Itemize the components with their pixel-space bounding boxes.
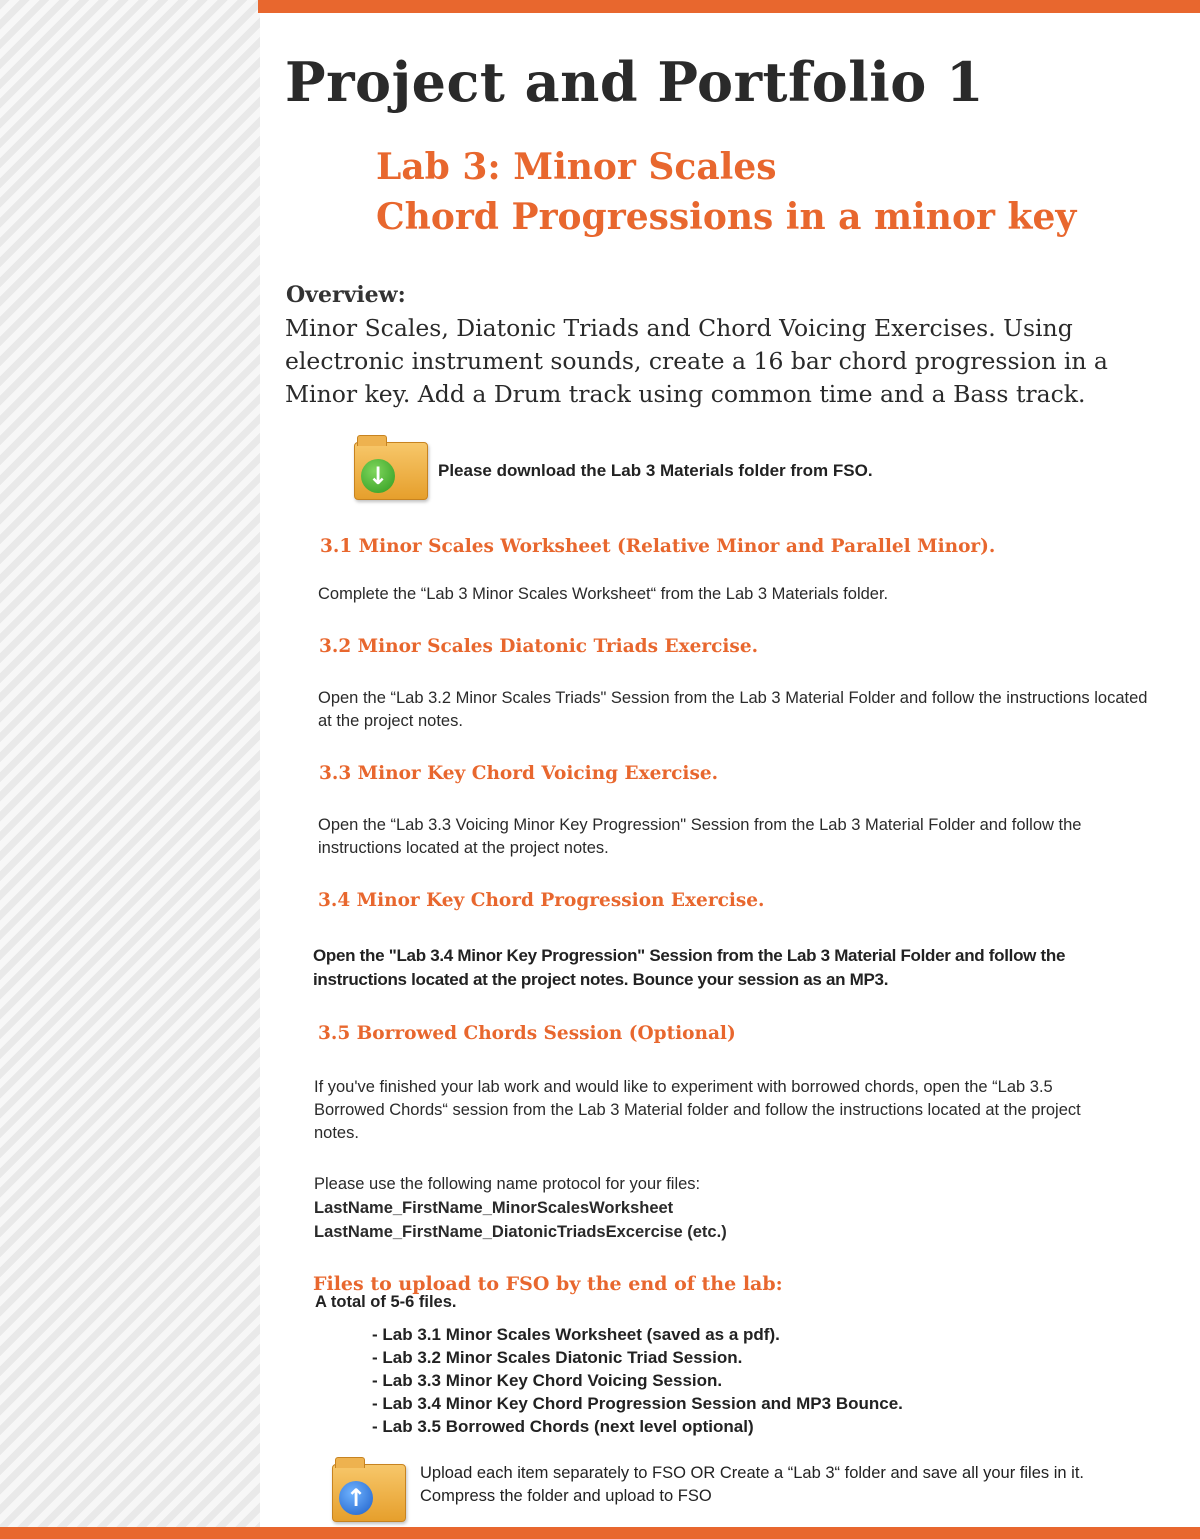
lab-title-line-1: Lab 3: Minor Scales [376,146,777,188]
folder-upload-icon: ↑ [332,1464,406,1522]
list-item: - Lab 3.1 Minor Scales Worksheet (saved as a pdf). [372,1323,903,1346]
lab-title [376,142,1076,242]
section-heading-3-1: 3.1 Minor Scales Worksheet (Relative Minor and Parallel Minor). [320,536,996,557]
section-heading-3-3: 3.3 Minor Key Chord Voicing Exercise. [319,763,719,784]
upload-instruction: Upload each item separately to FSO OR Create a “Lab 3“ folder and save all your files in it. Compress the folder and upload to FSO [420,1464,1084,1505]
overview-heading: Overview: [286,282,406,308]
section-text-3-4: Open the "Lab 3.4 Minor Key Progression" Session from the Lab 3 Material Folder and follow the instructions located at the project notes. Bounce your session as an MP3. [313,946,1066,989]
overview-text: Minor Scales, Diatonic Triads and Chord Voicing Exercises. Using electronic instrument sounds, create a 16 bar chord progression in a Minor key. Add a Drum track using common time and a Bass track. [285,314,1108,408]
section-text-3-3: Open the “Lab 3.3 Voicing Minor Key Progression" Session from the Lab 3 Material Folder and follow the instructions located at the project notes. [318,816,1082,857]
top-accent-bar [258,0,1200,13]
section-heading-3-4: 3.4 Minor Key Chord Progression Exercise. [318,890,765,911]
files-list [372,1323,903,1438]
folder-download-icon: ↓ [354,442,428,500]
section-text-3-5: If you've finished your lab work and would like to experiment with borrowed chords, open the “Lab 3.5 Borrowed Chords“ session from the Lab 3 Material folder and follow the instructions located at the project notes. [314,1078,1081,1142]
decorative-stripe-panel [0,0,260,1539]
naming-intro: Please use the following name protocol for your files: [314,1175,701,1193]
list-item: - Lab 3.3 Minor Key Chord Voicing Session. [372,1369,903,1392]
files-heading: Files to upload to FSO by the end of the lab: [313,1273,783,1295]
files-total: A total of 5-6 files. [315,1293,457,1311]
list-item: - Lab 3.4 Minor Key Chord Progression Session and MP3 Bounce. [372,1392,903,1415]
section-heading-3-5: 3.5 Borrowed Chords Session (Optional) [318,1023,736,1044]
naming-example-2: LastName_FirstName_DiatonicTriadsExcercise (etc.) [314,1223,727,1241]
list-item: - Lab 3.5 Borrowed Chords (next level optional) [372,1415,903,1438]
section-heading-3-2: 3.2 Minor Scales Diatonic Triads Exercise. [319,636,759,657]
lab-title-line-2: Chord Progressions in a minor key [376,196,1077,238]
page-title: Project and Portfolio 1 [285,50,985,114]
download-instruction: Please download the Lab 3 Materials folder from FSO. [438,461,873,480]
list-item: - Lab 3.2 Minor Scales Diatonic Triad Session. [372,1346,903,1369]
bottom-accent-bar [0,1527,1200,1539]
naming-example-1: LastName_FirstName_MinorScalesWorksheet [314,1199,674,1217]
section-text-3-2: Open the “Lab 3.2 Minor Scales Triads" Session from the Lab 3 Material Folder and follow the instructions located at the project notes. [318,689,1148,730]
section-text-3-1: Complete the “Lab 3 Minor Scales Worksheet“ from the Lab 3 Materials folder. [318,585,889,603]
